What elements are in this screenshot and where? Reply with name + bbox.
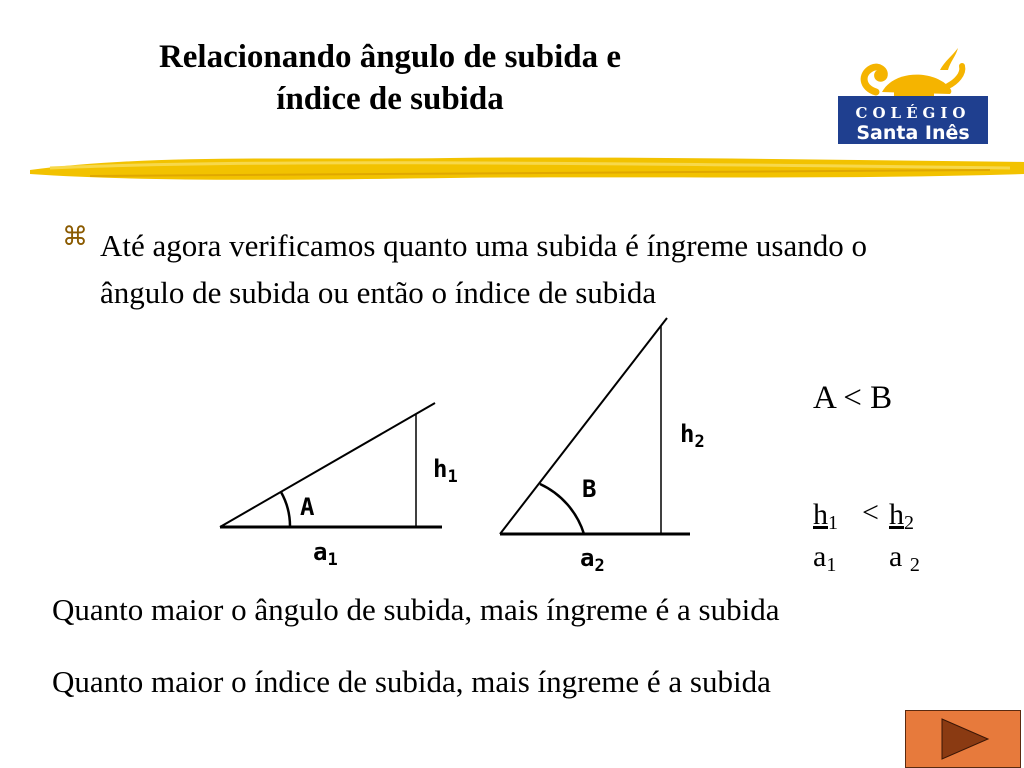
statement-angle: Quanto maior o ângulo de subida, mais íngreme é a subida — [52, 592, 780, 627]
angle-b-label: B — [582, 475, 597, 503]
title-line-1: Relacionando ângulo de subida e — [158, 39, 622, 75]
ratio-1-denominator: $a_1$ — [813, 540, 837, 576]
ratio-1-numerator: $h_1$ — [813, 498, 838, 534]
intro-paragraph: Até agora verificamos quanto uma subida é íngreme usando o ângulo de subida ou então o índice de subida — [100, 228, 868, 310]
h1-label: $h_1$ — [433, 455, 458, 487]
ratio-2-denominator: a $_2$ — [889, 540, 920, 576]
next-slide-button[interactable] — [905, 710, 1021, 768]
clover-bullet-icon: ⌘ — [62, 222, 88, 252]
triangle-1 — [220, 403, 442, 527]
title-line-2: índice de subida — [276, 81, 504, 117]
ratio-comparison-operator: < — [862, 496, 879, 529]
a1-label: $a_1$ — [313, 538, 338, 570]
ratio-h1-a1 — [813, 498, 838, 582]
ratio-2-numerator: $h_2$ — [889, 498, 914, 534]
logo-text-line1: COLÉGIO — [855, 104, 971, 122]
ratio-h2-a2 — [889, 498, 920, 582]
h2-label: $h_2$ — [680, 420, 705, 452]
angle-a-label: A — [300, 493, 315, 521]
statement-index: Quanto maior o índice de subida, mais íngreme é a subida — [52, 664, 771, 699]
angle-comparison: A < B — [813, 380, 893, 416]
logo-text-line2: Santa Inês — [856, 122, 970, 144]
play-next-icon — [942, 719, 988, 759]
a2-label: $a_2$ — [580, 544, 605, 576]
